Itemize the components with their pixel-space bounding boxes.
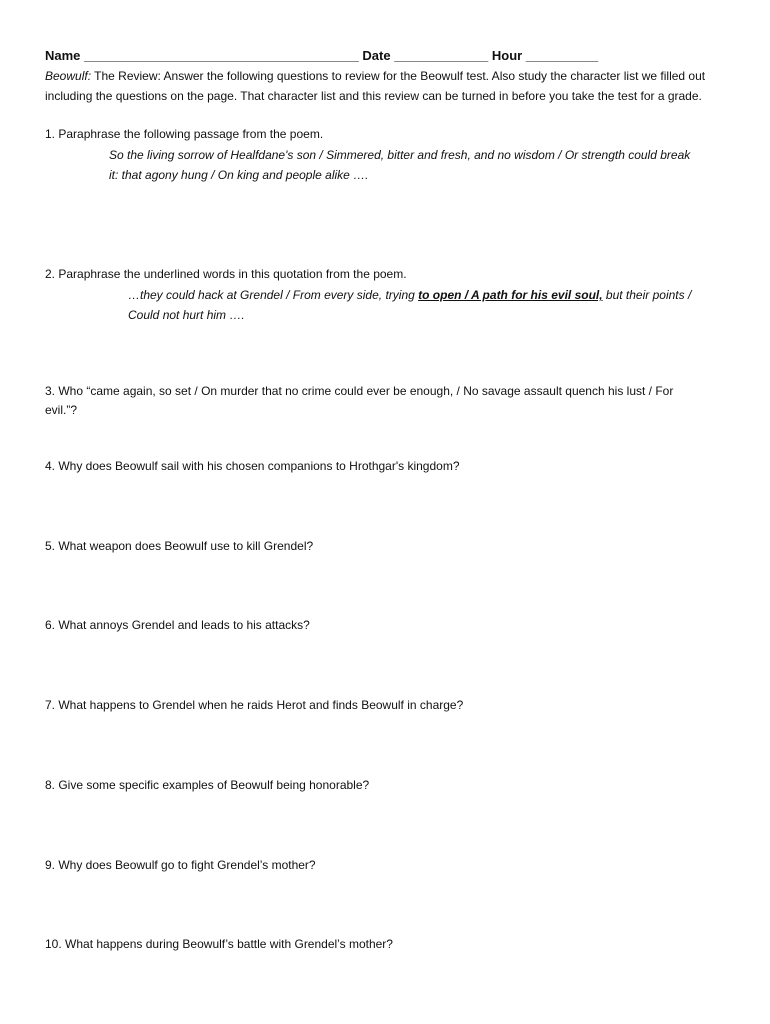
header-row [45, 48, 598, 64]
q2-quote-line-1 [128, 285, 691, 305]
question-1: 1. Paraphrase the following passage from the poem. [45, 127, 324, 141]
q1-quote-line-1: So the living sorrow of Healfdane's son / Simmered, bitter and fresh, and no wisdom / Or strength could break [109, 148, 691, 162]
question-8: 8. Give some specific examples of Beowulf being honorable? [45, 778, 370, 792]
q1-quote-line-2: it: that agony hung / On king and people alike …. [109, 168, 369, 182]
question-3: 3. Who “came again, so set / On murder that no crime could ever be enough, / No savage assault quench his lust / For [45, 384, 674, 398]
q2-quote-line-2: Could not hurt him …. [128, 308, 245, 322]
question-6: 6. What annoys Grendel and leads to his attacks? [45, 618, 310, 632]
q2-quote-underlined: to open / A path for his evil soul, [418, 288, 603, 302]
instructions-text: The Review: Answer the following questions to review for the Beowulf test. Also study the character list we filled out including the questions on the page. That character list and this review can be turned in before you take the test for a grade. [45, 69, 706, 103]
question-4: 4. Why does Beowulf sail with his chosen companions to Hrothgar's kingdom? [45, 459, 460, 473]
hour-label: Hour [491, 48, 523, 63]
question-10: 10. What happens during Beowulf’s battle with Grendel’s mother? [45, 937, 393, 951]
question-5: 5. What weapon does Beowulf use to kill Grendel? [45, 539, 314, 553]
q2-quote-post: but their points / [602, 288, 692, 302]
q2-quote-pre: …they could hack at Grendel / From every side, trying [128, 288, 419, 302]
date-blank: _____________ [394, 48, 489, 63]
question-9: 9. Why does Beowulf go to fight Grendel’s mother? [45, 858, 316, 872]
date-label: Date [362, 48, 391, 63]
instructions [45, 66, 715, 106]
question-2: 2. Paraphrase the underlined words in this quotation from the poem. [45, 267, 407, 281]
hour-blank: __________ [525, 48, 599, 63]
instructions-title: Beowulf: [45, 69, 92, 83]
name-blank: ______________________________________ [84, 48, 359, 63]
question-3-continued: evil.”? [45, 403, 78, 417]
question-7: 7. What happens to Grendel when he raids Herot and finds Beowulf in charge? [45, 698, 464, 712]
name-label: Name [45, 48, 81, 63]
